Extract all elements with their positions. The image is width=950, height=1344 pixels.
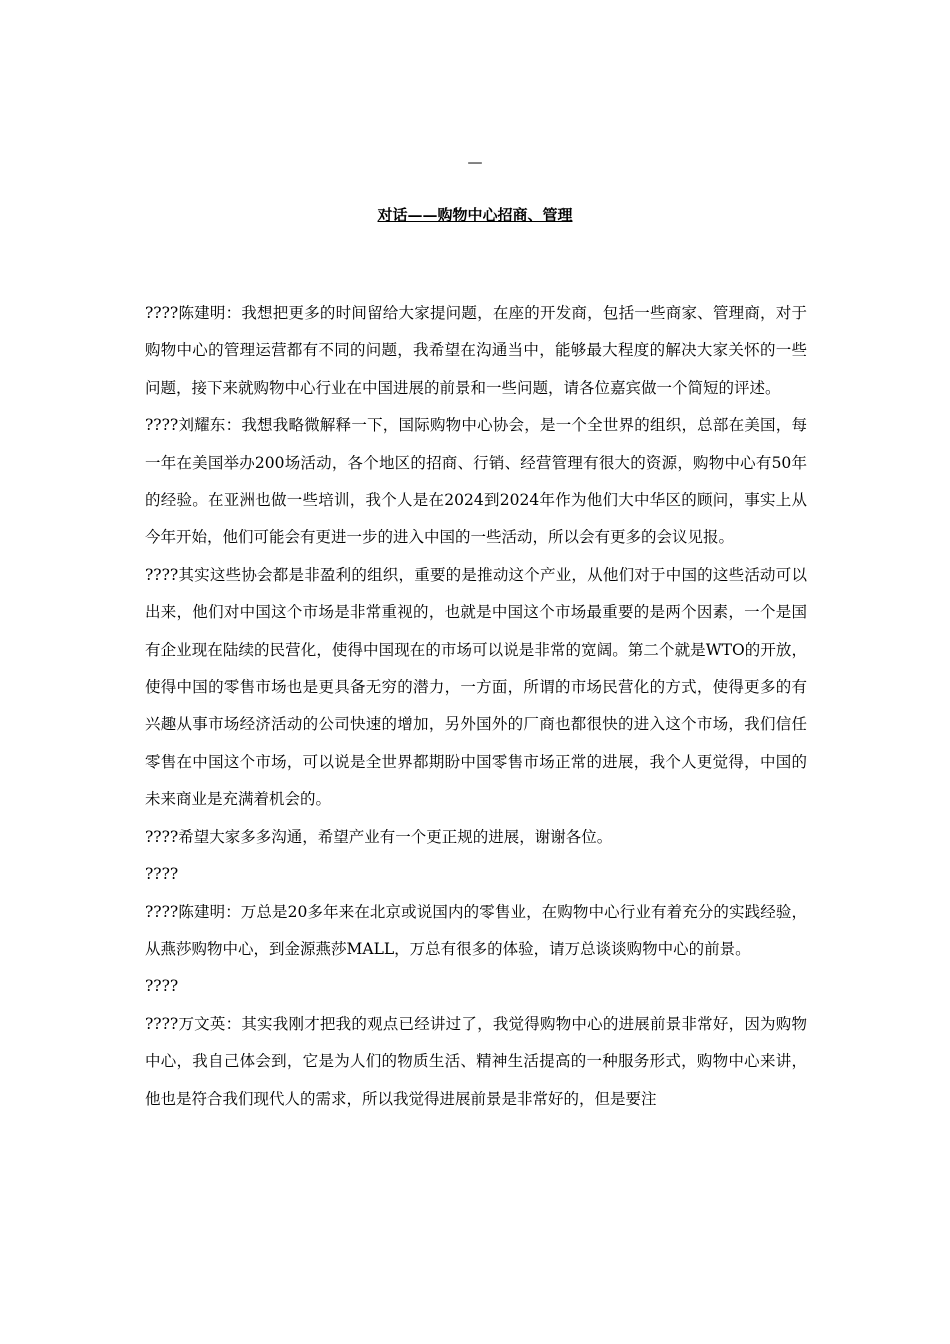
paragraph: ????陈建明：我想把更多的时间留给大家提问题，在座的开发商，包括一些商家、管理商，对于购物中心的管理运营都有不同的问题，我希望在沟通当中，能够最大程度的解决大家关怀的一些问题，接下来就购物中心行业在中国进展的前景和一些问题，请各位嘉宾做一个简短的评述。 — [145, 304, 807, 397]
paragraph: ????希望大家多多沟通，希望产业有一个更正规的进展，谢谢各位。 — [145, 827, 613, 846]
document-body — [145, 295, 807, 1118]
paragraph: ????其实这些协会都是非盈利的组织，重要的是推动这个产业，从他们对于中国的这些活动可以出来，他们对中国这个市场是非常重视的，也就是中国这个市场最重要的是两个因素，一个是国有企业现在陆续的民营化，使得中国现在的市场可以说是非常的宽阔。第二个就是WTO的开放，使得中国的零售市场也是更具备无穷的潜力，一方面，所谓的市场民营化的方式，使得更多的有兴趣从事市场经济活动的公司快速的增加，另外国外的厂商也都很快的进入这个市场，我们信任零售在中国这个市场，可以说是全世界都期盼中国零售市场正常的进展，我个人更觉得，中国的未来商业是充满着机会的。 — [145, 565, 807, 809]
page-title: 对话——购物中心招商、管理 — [377, 206, 573, 224]
paragraph: ????万文英：其实我刚才把我的观点已经讲过了，我觉得购物中心的进展前景非常好，因为购物中心，我自己体会到，它是为人们的物质生活、精神生活提高的一种服务形式，购物中心来讲，他也是符合我们现代人的需求，所以我觉得进展前景是非常好的，但是要注 — [145, 1014, 807, 1108]
paragraph: ????陈建明：万总是20多年来在北京或说国内的零售业，在购物中心行业有着充分的实践经验，从燕莎购物中心，到金源燕莎MALL，万总有很多的体验，请万总谈谈购物中心的前景。 — [145, 902, 807, 958]
header-dash: — — [467, 153, 483, 171]
paragraph: ????刘耀东：我想我略微解释一下，国际购物中心协会，是一个全世界的组织，总部在美国，每一年在美国举办200场活动，各个地区的招商、行销、经营管理有很大的资源，购物中心有50年的经验。在亚洲也做一些培训，我个人是在2024到2024年作为他们大中华区的顾问，事实上从今年开始，他们可能会有更进一步的进入中国的一些活动，所以会有更多的会议见报。 — [145, 416, 807, 547]
paragraph: ???? — [145, 865, 179, 884]
paragraph: ???? — [145, 977, 179, 996]
